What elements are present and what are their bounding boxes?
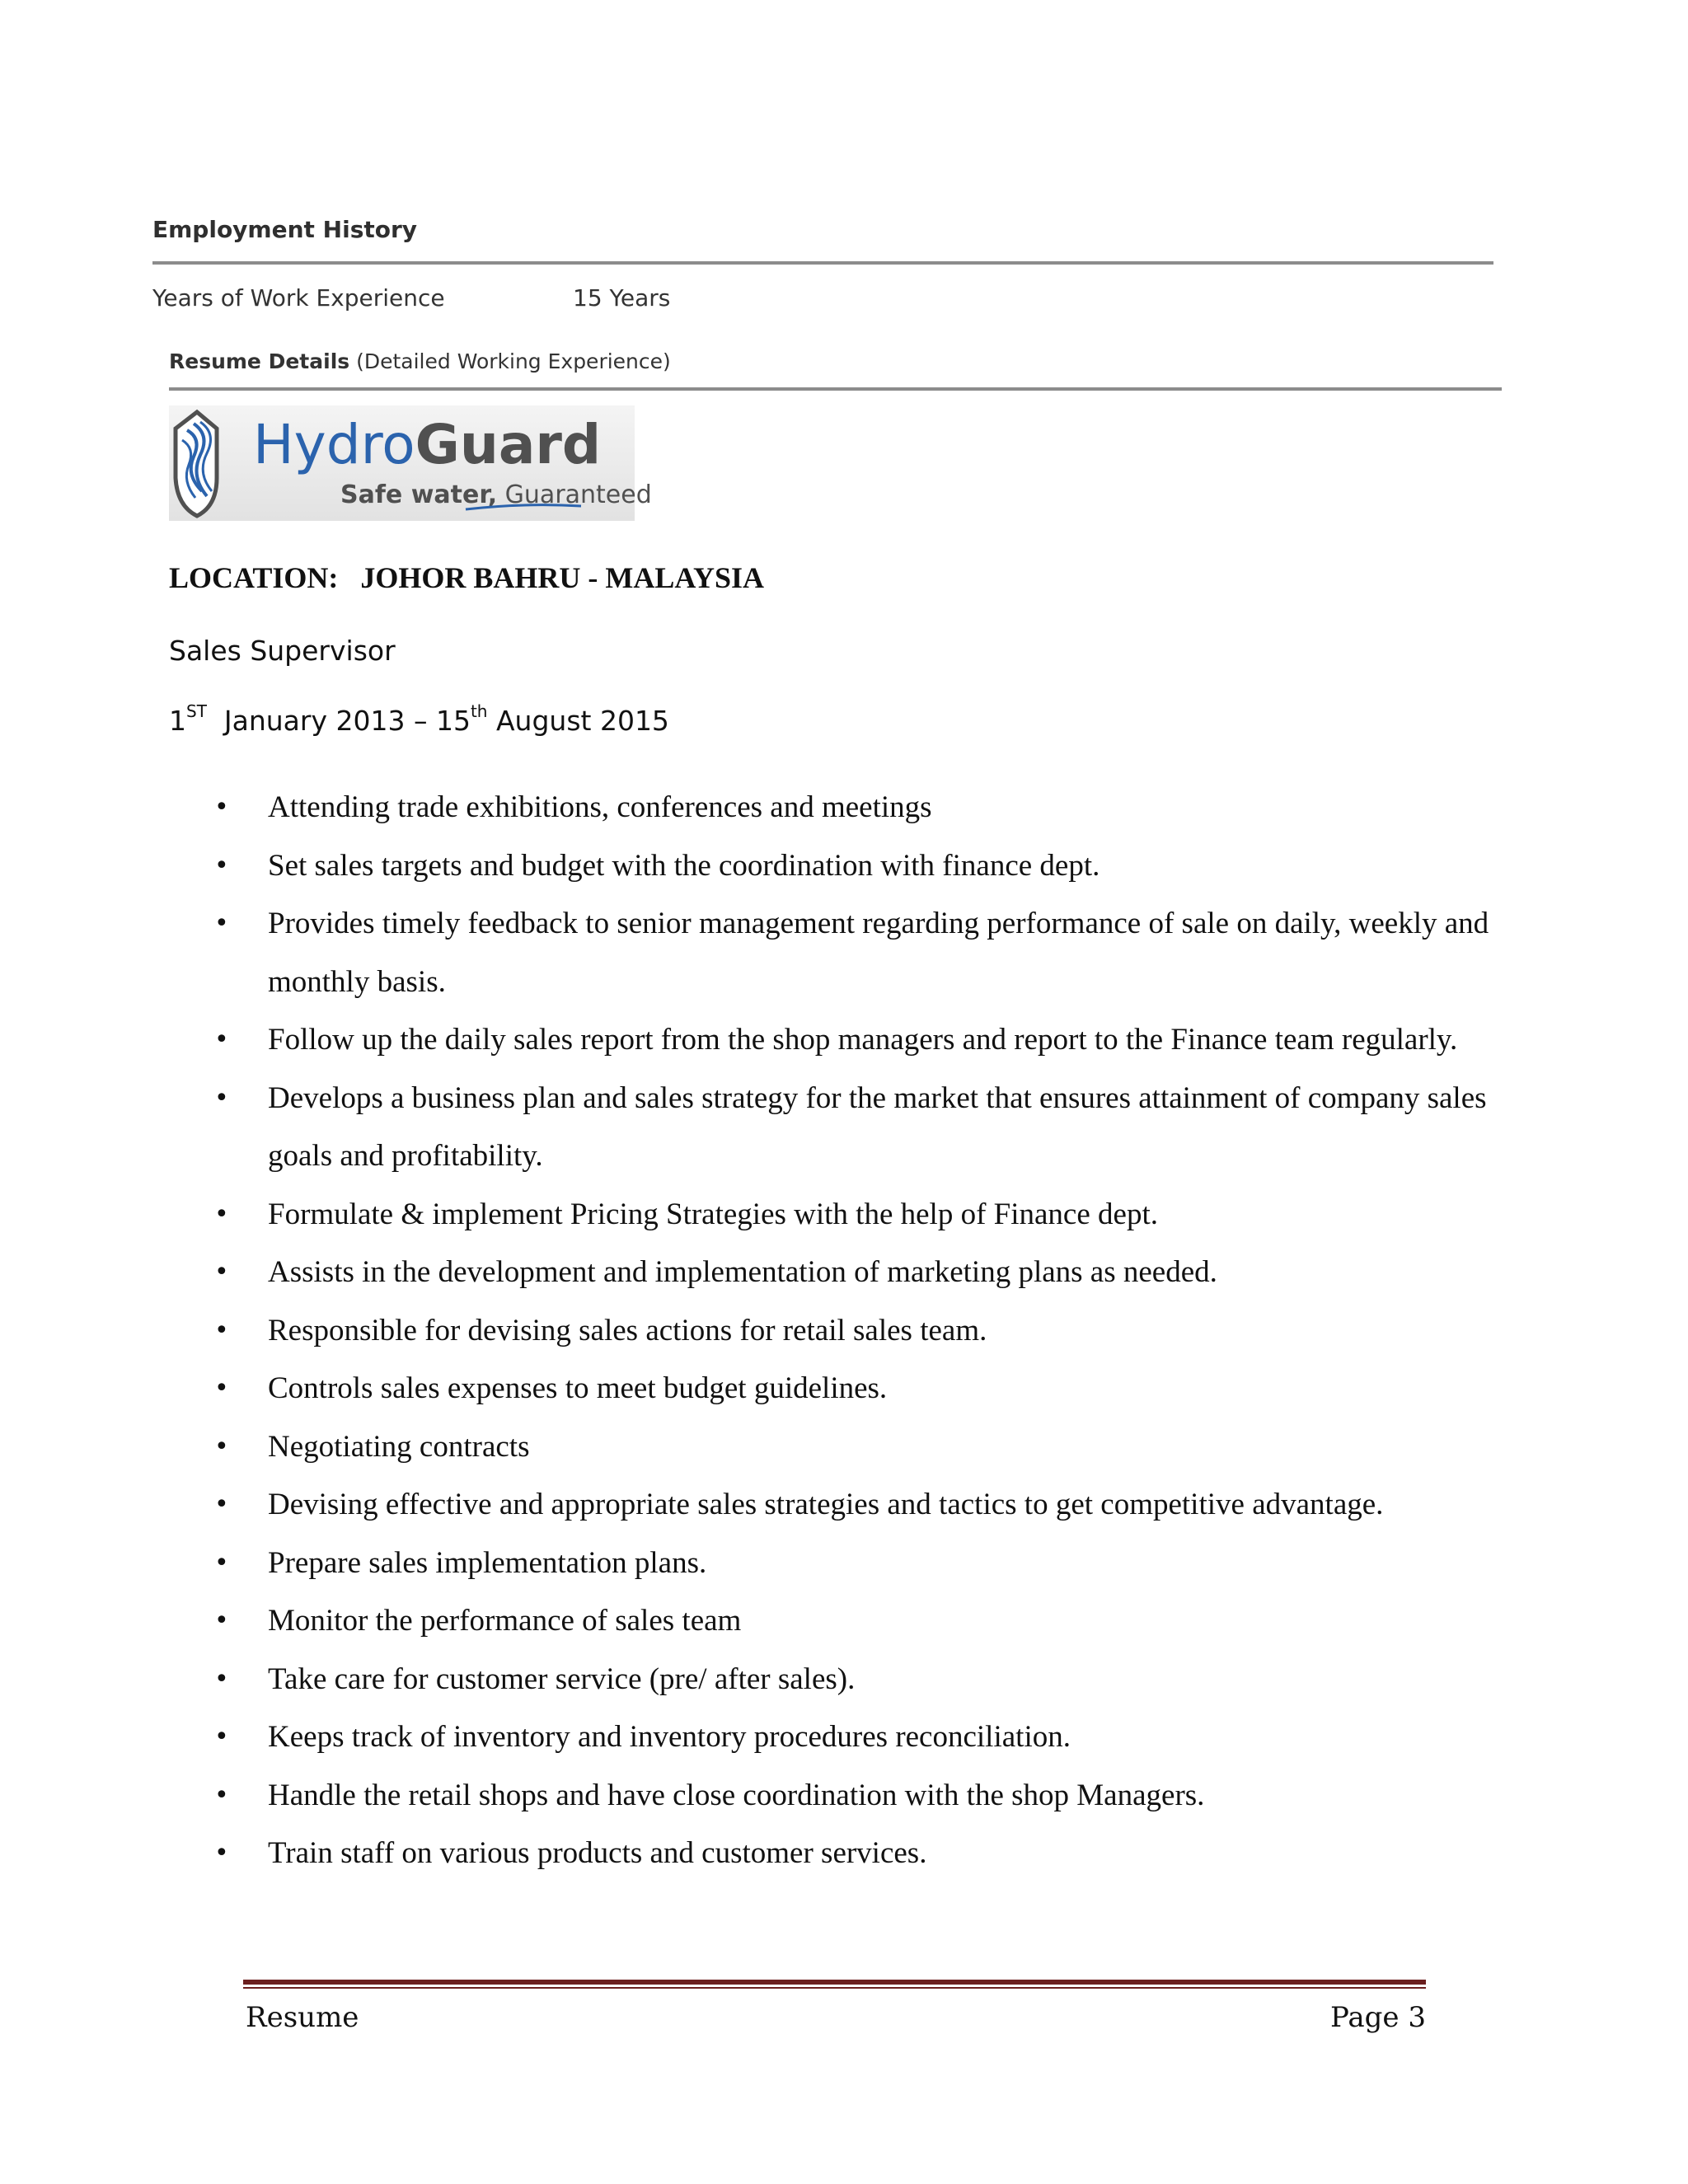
footer-page-number: Page 3 <box>1330 2001 1426 2034</box>
list-item: • Prepare sales implementation plans. <box>214 1535 1500 1593</box>
resume-details-label: Resume Details <box>169 349 350 373</box>
list-item: • Handle the retail shops and have close coordination with the shop Managers. <box>214 1767 1500 1825</box>
list-item: • Negotiating contracts <box>214 1418 1500 1477</box>
experience-label: Years of Work Experience <box>152 284 445 312</box>
list-item: • Follow up the daily sales report from the shop managers and report to the Finance team regularly. <box>214 1011 1500 1070</box>
resume-details-heading <box>169 349 671 373</box>
list-item: • Attending trade exhibitions, conferences and meetings <box>214 779 1500 837</box>
footer-document-label: Resume <box>246 2001 359 2034</box>
shield-icon <box>176 412 217 516</box>
list-item: • Formulate & implement Pricing Strategies with the help of Finance dept. <box>214 1186 1500 1244</box>
list-item: • Controls sales expenses to meet budget guidelines. <box>214 1360 1500 1418</box>
footer-divider-thin <box>243 1987 1426 1989</box>
logo-wordmark: HydroGuard <box>253 413 602 476</box>
job-location: LOCATION: JOHOR BAHRU - MALAYSIA <box>169 561 765 594</box>
list-item: • Keeps track of inventory and inventory procedures reconciliation. <box>214 1708 1500 1767</box>
experience-value: 15 Years <box>573 284 671 312</box>
details-divider <box>169 387 1502 391</box>
section-title: Employment History <box>152 216 418 243</box>
company-logo <box>169 405 652 521</box>
employment-dates: 1ST January 2013 – 15th August 2015 <box>169 701 669 737</box>
list-item: • Take care for customer service (pre/ after sales). <box>214 1651 1500 1709</box>
list-item: • Devising effective and appropriate sales strategies and tactics to get competitive advantage. <box>214 1476 1500 1535</box>
resume-details-note: (Detailed Working Experience) <box>356 349 671 373</box>
section-divider <box>152 261 1493 265</box>
list-item: • Develops a business plan and sales strategy for the market that ensures attainment of company sales goals and profitability. <box>214 1070 1500 1186</box>
duties-list <box>214 779 1500 1883</box>
list-item: • Set sales targets and budget with the coordination with finance dept. <box>214 837 1500 896</box>
job-title: Sales Supervisor <box>169 635 396 667</box>
footer-divider <box>243 1980 1426 1985</box>
list-item: • Assists in the development and implementation of marketing plans as needed. <box>214 1244 1500 1302</box>
logo-tagline: Safe water, Guaranteed <box>340 480 652 509</box>
list-item: • Provides timely feedback to senior management regarding performance of sale on daily, weekly and monthly basis. <box>214 895 1500 1011</box>
list-item: • Responsible for devising sales actions for retail sales team. <box>214 1302 1500 1361</box>
list-item: • Train staff on various products and customer services. <box>214 1825 1500 1883</box>
list-item: • Monitor the performance of sales team <box>214 1592 1500 1651</box>
